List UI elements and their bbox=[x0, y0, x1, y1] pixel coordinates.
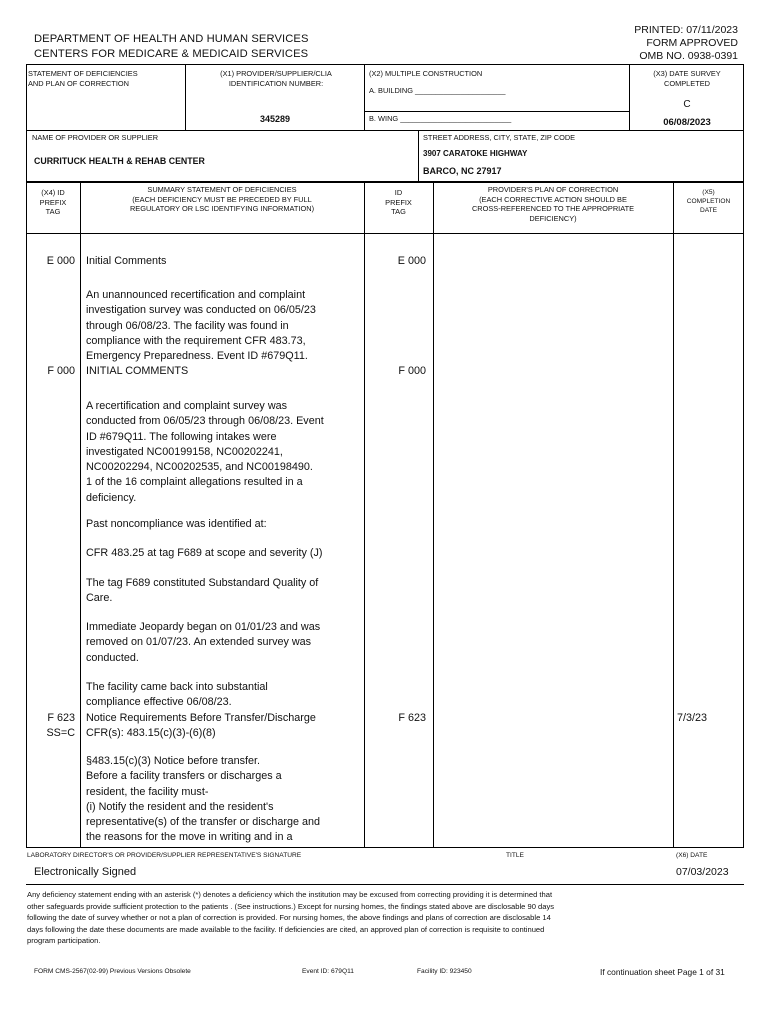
x1-label: (X1) PROVIDER/SUPPLIER/CLIA IDENTIFICATION NUMBER: bbox=[220, 69, 332, 88]
disclaimer-text: Any deficiency statement ending with an asterisk (*) denotes a deficiency which the institution may be excused from correcting providing it is determined that other safeguards provide sufficient protection to the patients . (See instructions.) Except for nursing homes, the findings stated above are disclosable 90 days following the date of survey whether or not a plan of correction is provided. For nursing homes, the above findings and plans of correction are disclosable 14 days following the date these documents are made available to the facility. If deficiencies are cited, an approved plan of correction is requisite to continued program participation. bbox=[27, 890, 555, 946]
survey-code: C bbox=[683, 99, 691, 110]
col-summary-header: SUMMARY STATEMENT OF DEFICIENCIES (EACH DEFICIENCY MUST BE PRECEDED BY FULL REGULATORY OR LSC IDENTIFYING INFORMATION) bbox=[129, 185, 315, 213]
e000-title: Initial Comments bbox=[86, 255, 167, 267]
f000-text-sqc: The tag F689 constituted Substandard Quality of Care. bbox=[86, 577, 319, 605]
x2-label: (X2) MULTIPLE CONSTRUCTION bbox=[369, 69, 483, 78]
title-label: TITLE bbox=[506, 852, 524, 859]
signature-label: LABORATORY DIRECTOR'S OR PROVIDER/SUPPLIER REPRESENTATIVE'S SIGNATURE bbox=[27, 852, 302, 859]
statement-label: STATEMENT OF DEFICIENCIES AND PLAN OF CORRECTION bbox=[28, 69, 138, 88]
centers-name: CENTERS FOR MEDICARE & MEDICAID SERVICES bbox=[34, 47, 309, 60]
provider-name: CURRITUCK HEALTH & REHAB CENTER bbox=[34, 156, 205, 166]
form-info bbox=[634, 24, 738, 63]
facility-id: Facility ID: 923450 bbox=[417, 968, 472, 975]
e000-prefix: E 000 bbox=[46, 255, 75, 267]
agency-header bbox=[34, 32, 309, 61]
x3-label: (X3) DATE SURVEY COMPLETED bbox=[653, 69, 721, 88]
col-id-header: ID PREFIX TAG bbox=[385, 188, 412, 216]
provider-id: 345289 bbox=[260, 114, 291, 124]
f623-completion-date: 7/3/23 bbox=[677, 712, 708, 724]
f623-scope-severity: SS=C bbox=[46, 727, 75, 739]
form-number: FORM CMS-2567(02-99) Previous Versions Obsolete bbox=[34, 968, 191, 975]
signature-date: 07/03/2023 bbox=[676, 866, 729, 878]
date-label: (X6) DATE bbox=[676, 852, 708, 859]
f000-text-intro: A recertification and complaint survey was conducted from 06/05/23 through 06/08/23. Event ID #679Q11. The following intakes were investigated NC00199158, NC00202241, NC00202294, NC00202535, and NC00198490. 1 of the 16 complaint allegations resulted in a deficiency. bbox=[86, 400, 324, 504]
f623-id: F 623 bbox=[398, 712, 426, 724]
f000-text-past: Past noncompliance was identified at: bbox=[86, 518, 267, 530]
printed-date: PRINTED: 07/11/2023 bbox=[634, 24, 738, 36]
f000-title: INITIAL COMMENTS bbox=[86, 365, 189, 377]
e000-id: E 000 bbox=[397, 255, 426, 267]
address-label: STREET ADDRESS, CITY, STATE, ZIP CODE bbox=[423, 133, 576, 142]
f000-id: F 000 bbox=[398, 365, 426, 377]
omb-number: OMB NO. 0938-0391 bbox=[639, 50, 738, 62]
col-plan-header: PROVIDER'S PLAN OF CORRECTION (EACH CORRECTIVE ACTION SHOULD BE CROSS-REFERENCED TO THE APPROPRIATE DEFICIENCY) bbox=[471, 185, 635, 223]
deficiency-table bbox=[26, 182, 744, 848]
provider-name-label: NAME OF PROVIDER OR SUPPLIER bbox=[32, 133, 159, 142]
building-field: A. BUILDING ______________________ bbox=[369, 86, 506, 95]
e000-text: An unannounced recertification and complaint investigation survey was conducted on 06/05/23 through 06/08/23. The facility was found in compliance with the requirement CFR 483.73, Emergency Preparedness. Event ID #679Q11. bbox=[86, 289, 316, 363]
col-x5-header: (X5) COMPLETION DATE bbox=[686, 189, 731, 214]
address-line2: BARCO, NC 27917 bbox=[423, 166, 502, 176]
page-indicator: If continuation sheet Page 1 of 31 bbox=[600, 967, 725, 977]
wing-field: B. WING ___________________________ bbox=[369, 114, 512, 123]
survey-date: 06/08/2023 bbox=[663, 117, 711, 128]
f623-prefix: F 623 bbox=[47, 712, 75, 724]
f000-text-ij: Immediate Jeopardy began on 01/01/23 and was removed on 01/07/23. An extended survey was conducted. bbox=[86, 621, 321, 664]
f623-text: §483.15(c)(3) Notice before transfer. Before a facility transfers or discharges a resident, the facility must- (i) Notify the resident and the resident's representative(s) of the transfer or discharge and the reasons for the move in writing and in a bbox=[86, 755, 321, 844]
signature-value: Electronically Signed bbox=[34, 866, 137, 878]
form-approved: FORM APPROVED bbox=[646, 37, 738, 49]
f000-text-cfr: CFR 483.25 at tag F689 at scope and severity (J) bbox=[86, 547, 323, 559]
col-x4-header: (X4) ID PREFIX TAG bbox=[39, 188, 67, 216]
f000-prefix: F 000 bbox=[47, 365, 75, 377]
department-name: DEPARTMENT OF HEALTH AND HUMAN SERVICES bbox=[34, 33, 309, 45]
f000-text-compliance: The facility came back into substantial compliance effective 06/08/23. bbox=[86, 681, 268, 709]
f623-title: Notice Requirements Before Transfer/Discharge CFR(s): 483.15(c)(3)-(6)(8) bbox=[86, 712, 316, 740]
event-id: Event ID: 679Q11 bbox=[302, 968, 354, 975]
address-line1: 3907 CARATOKE HIGHWAY bbox=[423, 149, 528, 158]
